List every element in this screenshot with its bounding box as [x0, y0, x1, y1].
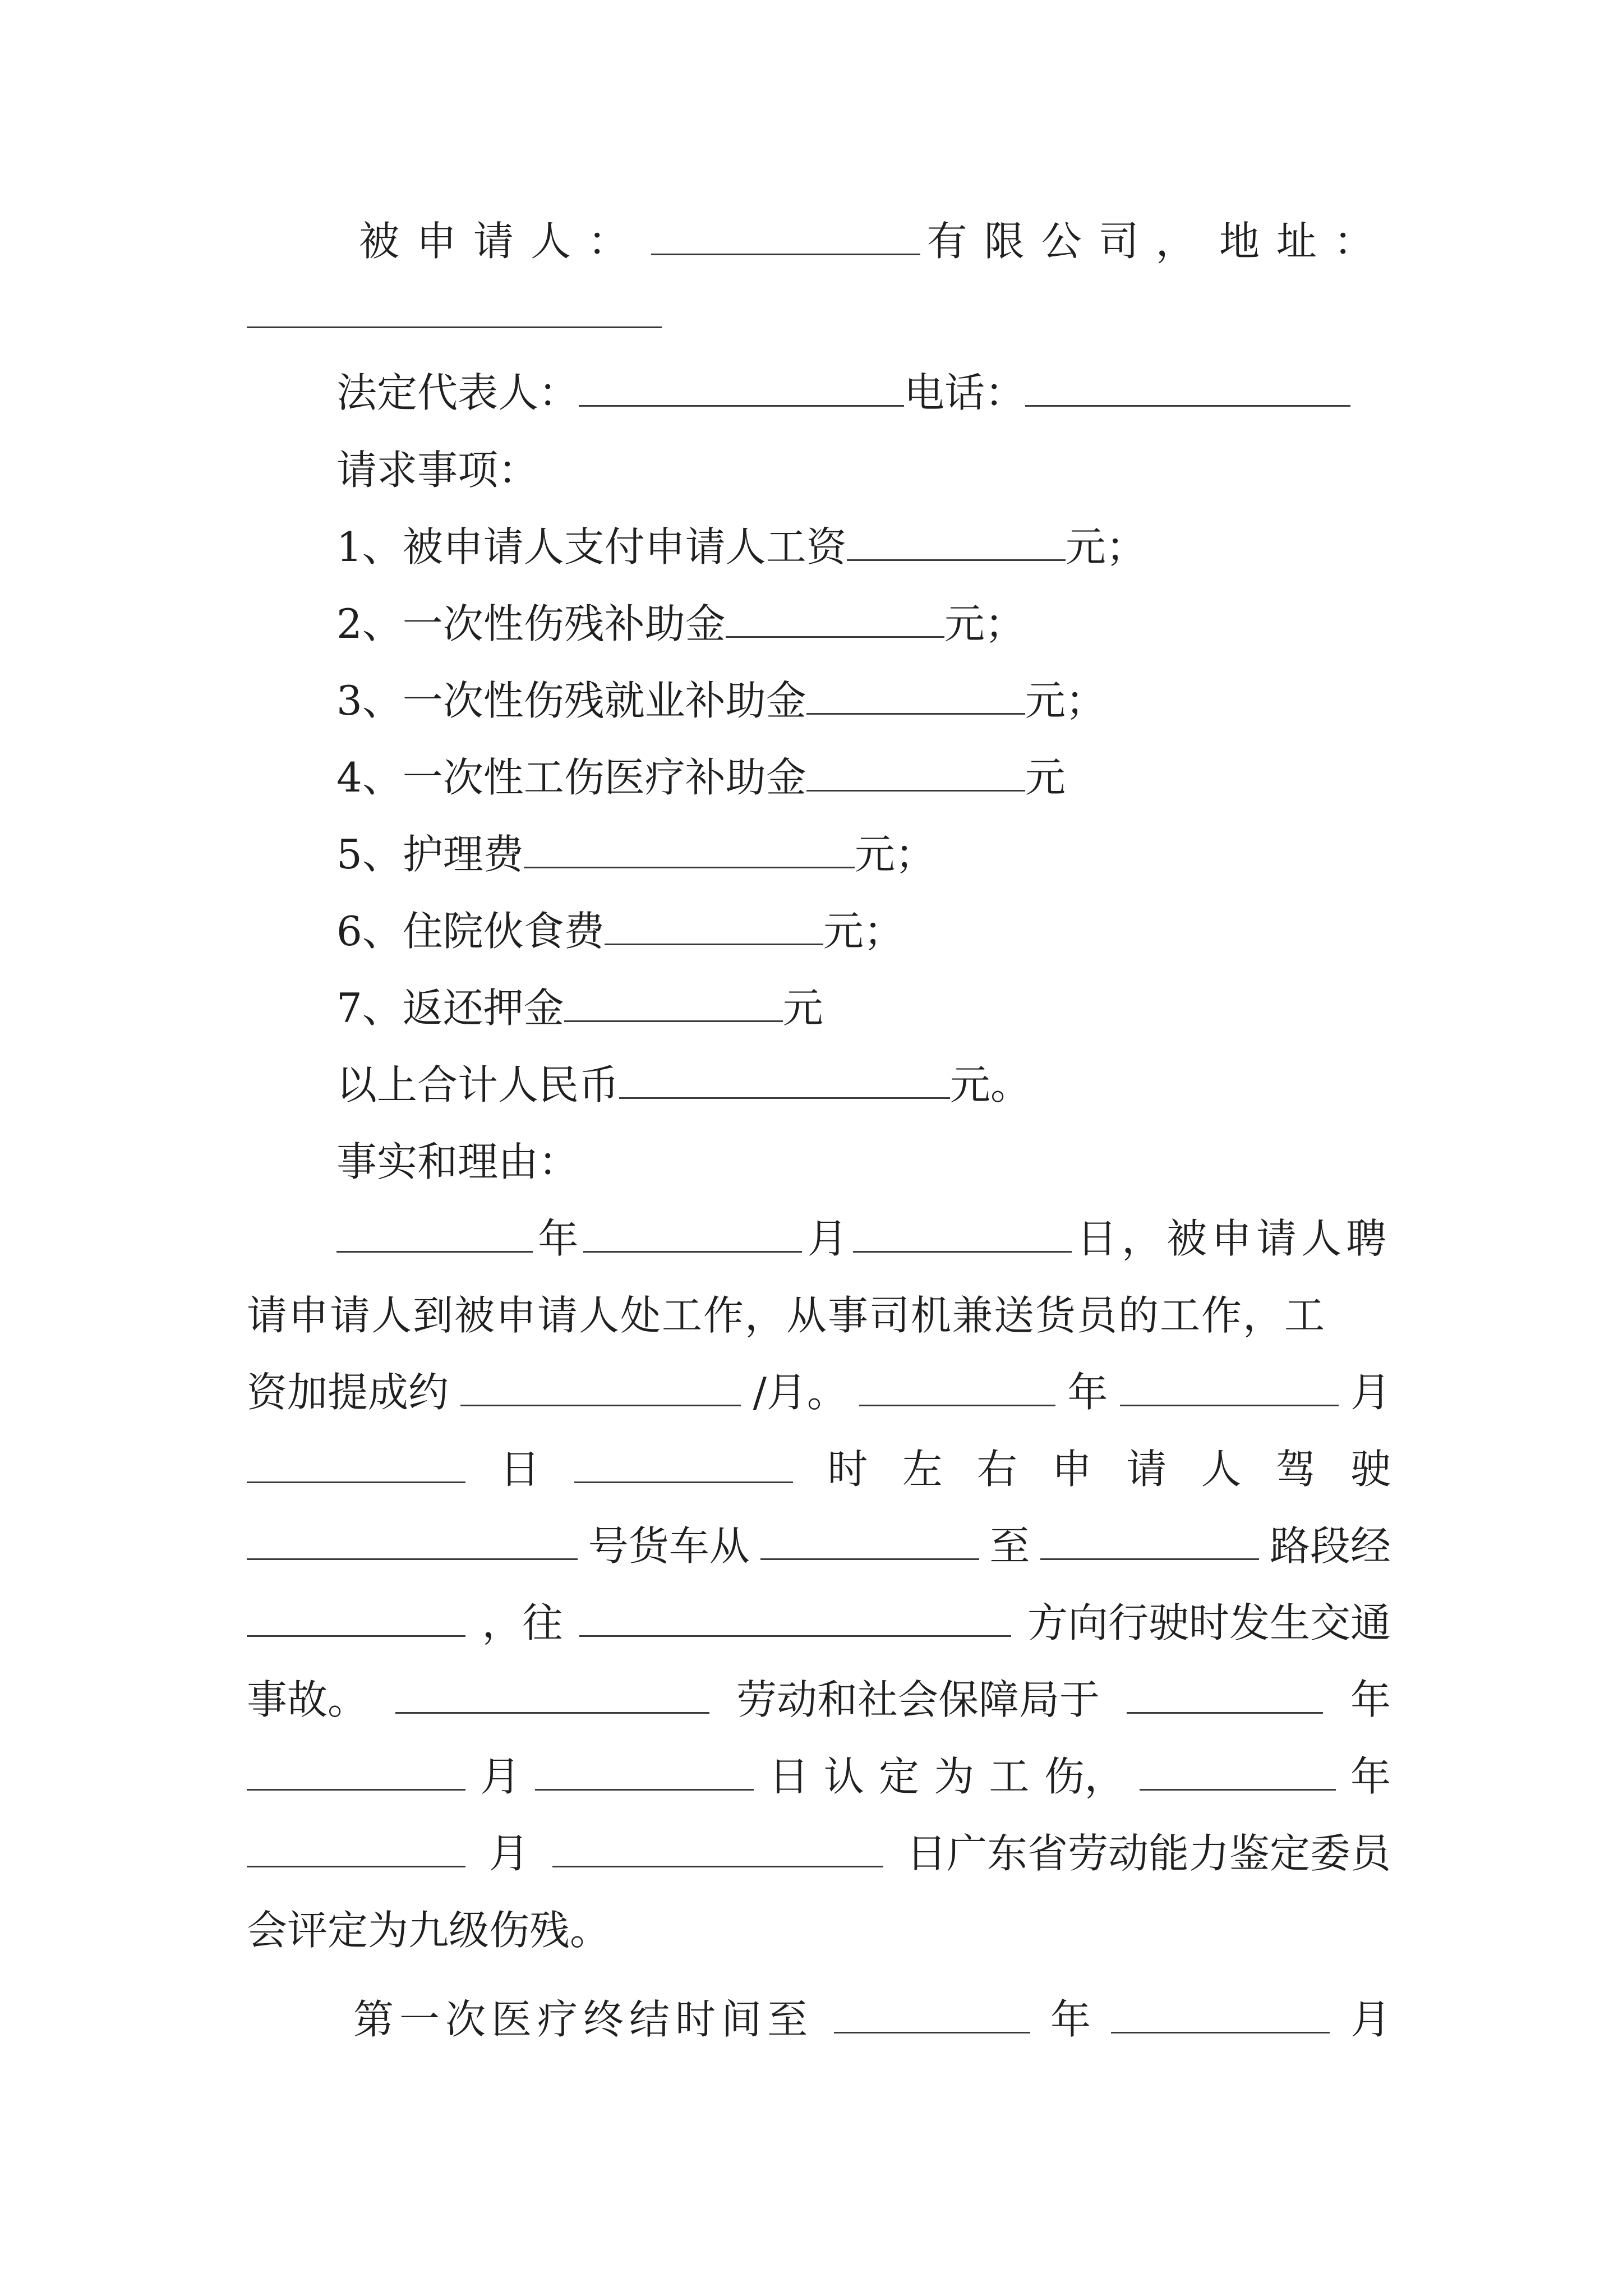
text-seg: 日广东省劳动能力鉴定委员 — [906, 1830, 1391, 1877]
hour-blank — [574, 1447, 793, 1483]
claim-item — [336, 969, 1481, 1047]
text-seg: 月 — [480, 1753, 521, 1800]
claim-item — [336, 815, 1481, 894]
text-seg: 日 — [768, 1753, 809, 1800]
facts-line-5 — [247, 1507, 1391, 1585]
text-seg: 申 — [1052, 1446, 1092, 1493]
facts-line-3 — [247, 1353, 1391, 1432]
text-seg: 日 — [500, 1446, 541, 1493]
respondent-company: 有限公司， — [926, 218, 1213, 265]
text-seg: 左 — [902, 1446, 943, 1493]
facts-line-4 — [247, 1430, 1391, 1508]
text-seg: 年 — [1350, 1753, 1391, 1800]
claim-item — [336, 508, 1481, 586]
claim-text: 6、住院伙食费 — [336, 908, 605, 955]
month-blank — [1111, 1997, 1330, 2033]
phone-blank — [1025, 370, 1350, 407]
claim-unit: 元 — [782, 984, 823, 1032]
claim-unit: 元； — [854, 831, 935, 878]
month-blank — [583, 1216, 802, 1253]
year-blank — [834, 1997, 1030, 2033]
claim-text: 2、一次性伤残补助金 — [336, 600, 726, 647]
text-seg: 时 — [827, 1446, 868, 1493]
total-blank — [619, 1062, 950, 1099]
text-seg: 驶 — [1350, 1446, 1391, 1493]
year-blank — [859, 1370, 1055, 1406]
facts-heading: 事实和理由： — [336, 1138, 579, 1185]
amount-blank — [605, 909, 823, 945]
claim-text: 1、被申请人支付申请人工资 — [336, 523, 847, 570]
claim-text: 5、护理费 — [336, 831, 524, 878]
text-seg: 为 — [934, 1753, 975, 1800]
text-seg: 月 — [807, 1215, 848, 1262]
text-seg: 第一次医疗终结时间至 — [353, 1996, 814, 2043]
text-seg: 方向行驶时发生交通 — [1027, 1599, 1391, 1646]
text-seg: 认 — [823, 1753, 864, 1800]
claim-text: 4、一次性工伤医疗补助金 — [336, 754, 806, 801]
year-blank — [336, 1216, 533, 1253]
text-seg: 驾 — [1275, 1446, 1316, 1493]
claim-text: 7、返还押金 — [336, 984, 564, 1032]
text-seg: 路段经 — [1269, 1522, 1391, 1570]
month-blank — [247, 1831, 465, 1867]
text-seg: 事故。 — [247, 1676, 368, 1723]
claim-unit: 元 — [1025, 754, 1066, 801]
respondent-line — [359, 202, 1391, 280]
from-blank — [760, 1524, 979, 1560]
facts-line-9 — [247, 1814, 1391, 1893]
text-seg: 右 — [976, 1446, 1017, 1493]
to-blank — [1040, 1524, 1259, 1560]
facts-line-7 — [247, 1660, 1391, 1739]
text-seg: 伤， — [1044, 1753, 1125, 1800]
text-seg: 月 — [488, 1830, 529, 1877]
via-blank — [247, 1600, 465, 1637]
month-blank — [1120, 1370, 1339, 1406]
facts-line-1 — [336, 1199, 1391, 1278]
respondent-name-blank — [651, 219, 920, 255]
amount-blank — [726, 601, 944, 638]
address-line — [247, 275, 1391, 353]
amount-blank — [806, 755, 1025, 792]
amount-blank — [847, 524, 1066, 561]
direction-blank — [579, 1600, 1011, 1637]
text-seg: 劳动和社会保障局于 — [736, 1676, 1100, 1723]
text-seg: 至 — [989, 1522, 1030, 1570]
address-blank — [247, 292, 662, 328]
total-unit: 元。 — [950, 1061, 1031, 1108]
text-seg: 请 — [1126, 1446, 1167, 1493]
text-seg: 人 — [1201, 1446, 1242, 1493]
phone-label: 电话： — [904, 369, 1026, 416]
facts-line-6 — [247, 1584, 1391, 1662]
text-seg: 定 — [878, 1753, 919, 1800]
facts-line-2: 请申请人到被申请人处工作，从事司机兼送货员的工作，工 — [247, 1292, 1326, 1339]
bureau-blank — [395, 1677, 709, 1714]
amount-blank — [564, 986, 783, 1022]
text-seg: 工 — [989, 1753, 1030, 1800]
facts-line-11 — [353, 1980, 1391, 2059]
legal-rep-line — [336, 353, 1391, 432]
text-seg: ，往 — [482, 1599, 563, 1646]
plate-blank — [247, 1524, 578, 1560]
claim-item — [336, 585, 1481, 663]
day-blank — [247, 1447, 465, 1483]
text-seg: 日，被申请人聘 — [1076, 1215, 1391, 1262]
facts-line-10: 会评定为九级伤残。 — [247, 1907, 611, 1954]
claim-unit: 元； — [944, 600, 1025, 647]
day-blank — [853, 1216, 1072, 1253]
text-seg: 年 — [538, 1215, 579, 1262]
text-seg: 月 — [1350, 1996, 1391, 2043]
claim-item — [336, 892, 1481, 970]
text-seg: 年 — [1350, 1676, 1391, 1723]
claim-unit: 元； — [1025, 677, 1106, 724]
text-seg: 月 — [1350, 1369, 1391, 1416]
legal-rep-label: 法定代表人： — [336, 369, 579, 416]
salary-blank — [460, 1370, 741, 1406]
year-blank — [1140, 1754, 1336, 1791]
facts-line-8 — [247, 1737, 1391, 1816]
claim-unit: 元； — [823, 908, 904, 955]
amount-blank — [806, 678, 1025, 715]
day-blank — [552, 1831, 883, 1867]
claim-text: 3、一次性伤残就业补助金 — [336, 677, 806, 724]
year-blank — [1127, 1677, 1323, 1714]
text-seg: 年 — [1067, 1369, 1108, 1416]
legal-rep-blank — [579, 370, 904, 407]
respondent-label: 被申请人： — [359, 218, 645, 265]
claim-item — [336, 738, 1481, 817]
text-seg: 资加提成约 — [247, 1369, 449, 1416]
claim-unit: 元； — [1065, 523, 1146, 570]
month-blank — [247, 1754, 465, 1791]
text-seg: 号货车从 — [588, 1522, 750, 1570]
text-seg: /月。 — [753, 1369, 847, 1416]
total-text: 以上合计人民币 — [336, 1061, 620, 1108]
day-blank — [535, 1754, 754, 1791]
total-line — [336, 1046, 1481, 1124]
text-seg: 年 — [1050, 1996, 1091, 2043]
respondent-address-label: 地址： — [1219, 218, 1391, 265]
claim-item — [336, 661, 1481, 740]
amount-blank — [524, 832, 855, 868]
claims-heading: 请求事项： — [336, 447, 539, 494]
